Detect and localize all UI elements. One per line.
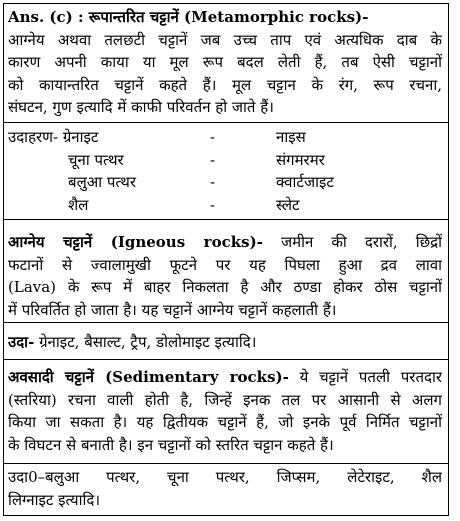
igneous-label: आग्नेय चट्टानें (Igneous rocks)-: [8, 233, 263, 251]
example-dash: -: [210, 195, 216, 214]
example-original: शैल: [68, 195, 89, 214]
example-result: संगमरमर: [276, 150, 325, 169]
sedimentary-line-3: के विघटन से बनाती है। इन चट्टानों को स्तरित चट्टान कहते हैं।: [8, 435, 334, 454]
example-original: चूना पत्थर: [68, 150, 124, 169]
igneous-examples-label: उदा-: [8, 333, 35, 351]
example-row: [4, 171, 448, 194]
igneous-line-2: (Lava) के रूप में बाहर निकलता है और ठण्डा होकर ठोस चट्टानों: [8, 278, 442, 296]
sedimentary-section: [4, 366, 448, 456]
example-row: [4, 126, 448, 149]
example-dash: -: [210, 173, 216, 191]
igneous-examples-text: ग्रेनाइट, बैसाल्ट, ट्रैप, डोलोमाइट इत्यादि।: [34, 333, 257, 351]
example-original: उदाहरण- ग्रेनाइट: [8, 128, 99, 146]
igneous-section: [4, 231, 448, 321]
metamorphic-line-2: कारण अपनी काया या मूल रूप बदल लेती हैं, तब ऐसी चट्टानों: [8, 53, 442, 71]
igneous-examples: [4, 331, 448, 354]
divider: [4, 122, 448, 123]
example-dash: -: [210, 128, 216, 146]
sedimentary-examples-line-1: उदा0–बलुआ पत्थर, चूना पत्थर, जिप्सम, लेटेराइट, शैल: [8, 468, 442, 486]
example-row: [4, 149, 448, 172]
sedimentary-examples-line-2: लिग्नाइट इत्यादि।: [8, 490, 101, 509]
metamorphic-section: [4, 6, 448, 119]
divider: [4, 322, 448, 323]
metamorphic-line-3: को कायान्तरित चट्टानें कहते हैं। मूल चट्टान के रंग, रूप रचना,: [8, 75, 442, 94]
metamorphic-examples: [4, 126, 448, 216]
example-result: क्वार्टजाइट: [276, 173, 334, 191]
sedimentary-line-2: किया जा सकता है। यह द्वितीयक चट्टानें हैं, जो इनके पूर्व निर्मित चट्टानों: [8, 413, 442, 431]
example-result: नाइस: [276, 128, 306, 146]
igneous-line-1: फटानों से ज्वालामुखी फूटने पर यह पिघला हुआ द्रव लावा: [8, 255, 442, 274]
sedimentary-line-0: [8, 366, 442, 389]
sedimentary-label: अवसादी चट्टानें (Sedimentary rocks)-: [8, 368, 289, 386]
metamorphic-label: Ans. (c) : रूपान्तरित चट्टानें (Metamorphic rocks)-: [8, 8, 369, 26]
example-original: बलुआ पत्थर: [68, 173, 137, 191]
sedimentary-intro: ये चट्टानें पतली परतदार: [288, 368, 442, 386]
example-row: [4, 194, 448, 217]
example-result: स्लेट: [276, 195, 300, 214]
divider: [4, 463, 448, 464]
sedimentary-examples: [4, 466, 448, 511]
metamorphic-line-1: आग्नेय अथवा तलछटी चट्टानें जब उच्च ताप एवं अत्यधिक दाब के: [8, 30, 442, 49]
igneous-line-0: [8, 231, 442, 254]
igneous-line-3: में परिवर्तित हो जाता है। यह चट्टानें आग्नेय चट्टानें कहलाती हैं।: [8, 300, 337, 319]
metamorphic-heading: [8, 6, 442, 29]
divider: [4, 359, 448, 360]
metamorphic-line-4: संघटन, गुण इत्यादि में काफी परिवर्तन हो जाते हैं।: [8, 98, 274, 116]
answer-box: [3, 3, 449, 516]
sedimentary-line-1: (स्तरिया) रचना वाली होती है, जिन्हें इनक तल पर आसानी से अलग: [8, 390, 442, 409]
igneous-examples-line: [8, 331, 442, 354]
divider: [4, 219, 448, 220]
igneous-intro: जमीन की दरारों, छिद्रों: [262, 233, 442, 251]
example-dash: -: [210, 150, 216, 169]
